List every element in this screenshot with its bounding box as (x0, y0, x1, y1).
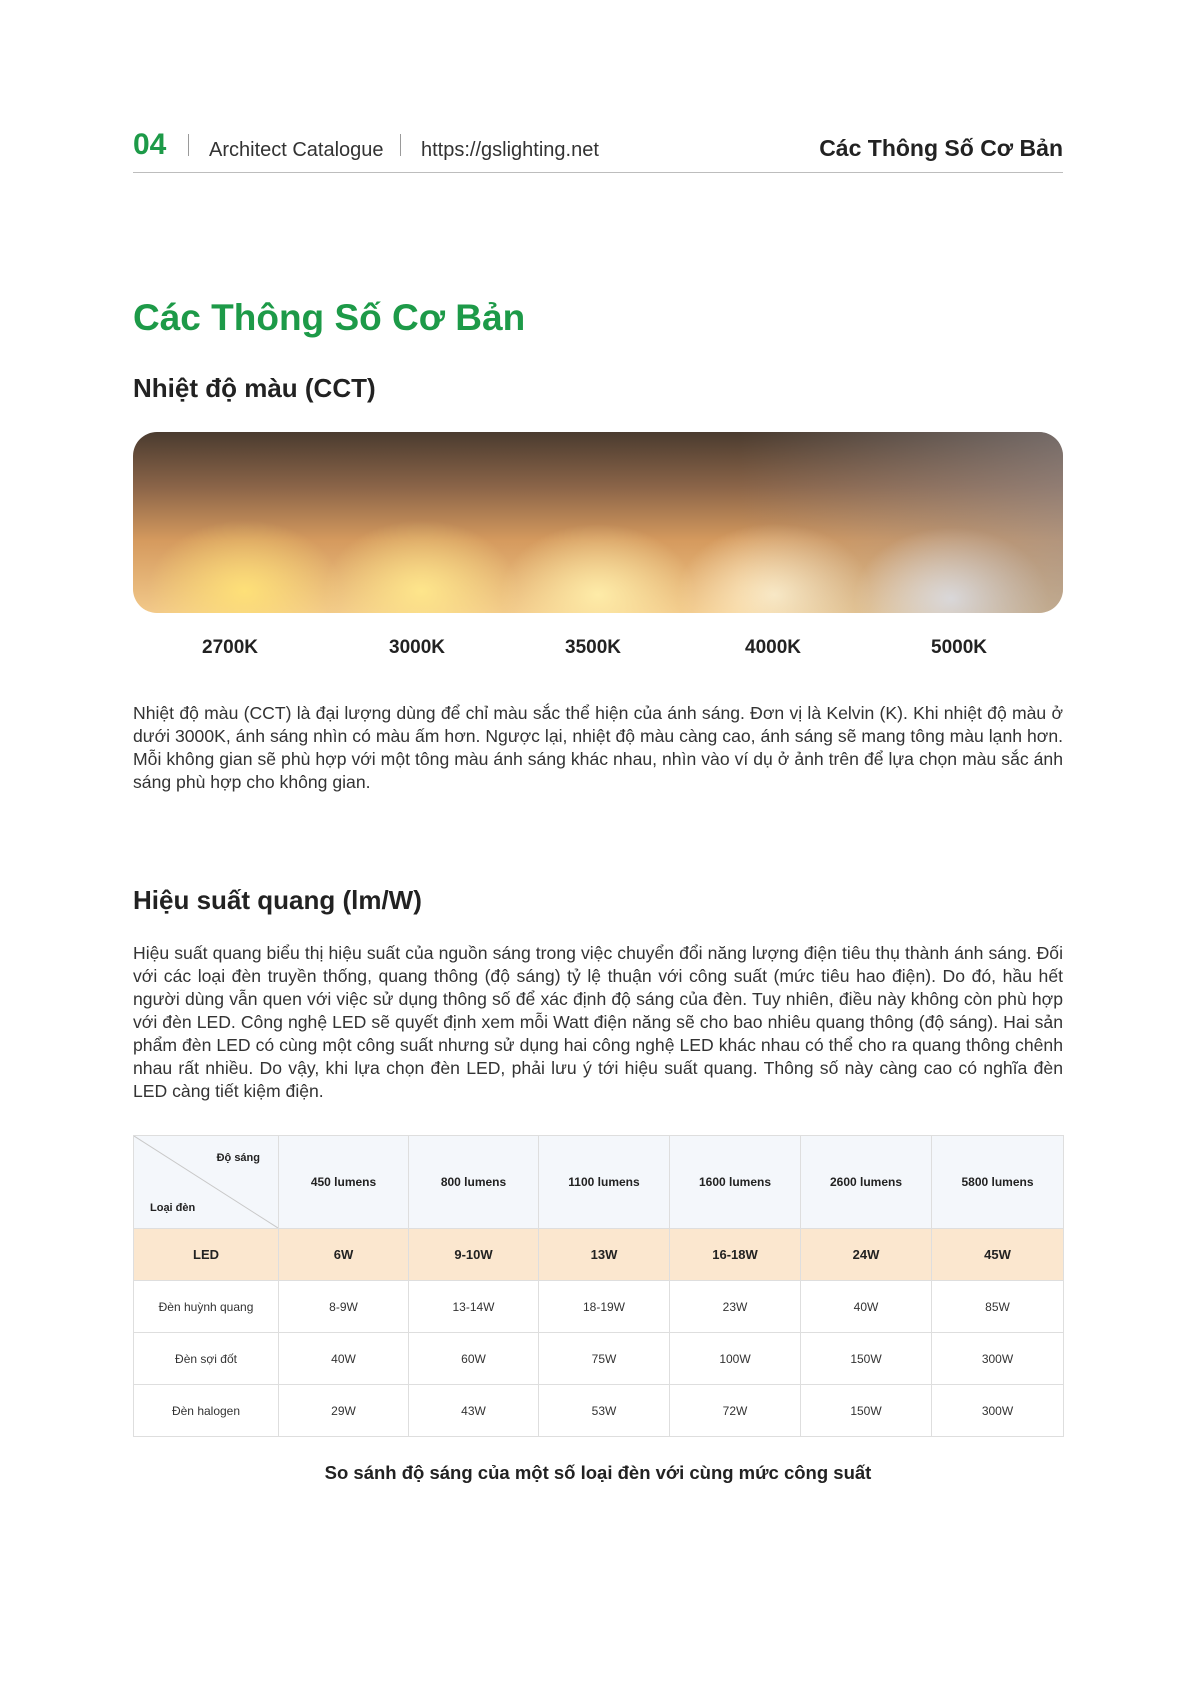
corner-label-lamp-type: Loại đèn (150, 1202, 196, 1214)
column-header: 1600 lumens (670, 1136, 801, 1229)
catalogue-name: Architect Catalogue (209, 139, 384, 161)
table-cell: 8-9W (279, 1281, 409, 1333)
table-cell: 150W (801, 1385, 932, 1437)
row-label: Đèn sợi đốt (134, 1333, 279, 1385)
efficiency-description: Hiệu suất quang biểu thị hiệu suất của nguồn sáng trong việc chuyển đổi năng lượng điện tiêu thụ thành ánh sáng. Đối với các loại đèn truyền thống, quang thông (độ sáng) tỷ lệ thuận với công suất (mức tiêu hao điện). Do đó, hầu hết người dùng vẫn quen với việc sử dụng thông số để xác định độ sáng của đèn. Tuy nhiên, điều này không còn phù hợp với đèn LED. Công nghệ LED sẽ quyết định xem mỗi Watt điện năng sẽ cho bao nhiêu quang thông (độ sáng). Hai sản phẩm đèn LED có cùng một công suất nhưng sử dụng hai công nghệ LED khác nhau có thể cho ra quang thông chênh nhau rất nhiều. Do vậy, khi lựa chọn đèn LED, phải lưu ý tới hiệu suất quang. Thông số này càng cao có nghĩa đèn LED càng tiết kiệm điện. (133, 943, 1063, 1101)
table-row-fluorescent (134, 1281, 1064, 1333)
table-cell: 13-14W (409, 1281, 539, 1333)
table-cell: 72W (670, 1385, 801, 1437)
table-cell: 6W (279, 1229, 409, 1281)
column-header: 2600 lumens (801, 1136, 932, 1229)
table-row-incandescent (134, 1333, 1064, 1385)
cct-labels (133, 636, 1063, 662)
table-caption: So sánh độ sáng của một số loại đèn với cùng mức công suất (324, 1462, 872, 1483)
table-header-row (134, 1136, 1064, 1229)
cct-label: 3000K (389, 637, 445, 658)
table-cell: 75W (539, 1333, 670, 1385)
column-header: 5800 lumens (932, 1136, 1064, 1229)
page-title: Các Thông Số Cơ Bản (133, 297, 526, 338)
table-cell: 150W (801, 1333, 932, 1385)
efficiency-heading: Hiệu suất quang (lm/W) (133, 885, 422, 915)
table-row-halogen (134, 1385, 1064, 1437)
table-cell: 24W (801, 1229, 932, 1281)
table-cell: 300W (932, 1385, 1064, 1437)
row-label: LED (134, 1229, 279, 1281)
table-corner-cell (134, 1136, 279, 1229)
table-cell: 60W (409, 1333, 539, 1385)
column-header: 1100 lumens (539, 1136, 670, 1229)
cool-tint-overlay (738, 432, 1064, 613)
column-header: 800 lumens (409, 1136, 539, 1229)
table-cell: 300W (932, 1333, 1064, 1385)
table-cell: 43W (409, 1385, 539, 1437)
cct-label: 2700K (202, 637, 258, 658)
table-cell: 53W (539, 1385, 670, 1437)
page-number: 04 (133, 128, 167, 161)
page-header (133, 128, 1063, 173)
cct-label: 5000K (931, 637, 987, 658)
row-label: Đèn huỳnh quang (134, 1281, 279, 1333)
table-cell: 18-19W (539, 1281, 670, 1333)
cct-description: Nhiệt độ màu (CCT) là đại lượng dùng để chỉ màu sắc thể hiện của ánh sáng. Đơn vị là Kelvin (K). Khi nhiệt độ màu ở dưới 3000K, ánh sáng nhìn có màu ấm hơn. Ngược lại, nhiệt độ màu càng cao, ánh sáng sẽ mang tông màu lạnh hơn. Mỗi không gian sẽ phù hợp với một tông màu ánh sáng khác nhau, nhìn vào ví dụ ở ảnh trên để lựa chọn màu sắc ánh sáng phù hợp cho không gian. (133, 703, 1063, 792)
cct-label: 3500K (565, 637, 621, 658)
table-cell: 16-18W (670, 1229, 801, 1281)
table-cell: 13W (539, 1229, 670, 1281)
table-cell: 100W (670, 1333, 801, 1385)
header-divider (188, 134, 189, 156)
column-header: 450 lumens (279, 1136, 409, 1229)
diagonal-line (134, 1136, 278, 1228)
cct-heading: Nhiệt độ màu (CCT) (133, 373, 376, 403)
table-row-led (134, 1229, 1064, 1281)
table-cell: 85W (932, 1281, 1064, 1333)
header-divider (400, 134, 401, 156)
color-temperature-image (133, 432, 1063, 613)
table-cell: 29W (279, 1385, 409, 1437)
cct-label: 4000K (745, 637, 801, 658)
table-cell: 23W (670, 1281, 801, 1333)
table-cell: 40W (279, 1333, 409, 1385)
brightness-comparison-table (133, 1135, 1064, 1437)
corner-label-brightness: Độ sáng (216, 1152, 260, 1164)
table-cell: 45W (932, 1229, 1064, 1281)
website-link[interactable]: https://gslighting.net (421, 139, 599, 161)
section-name: Các Thông Số Cơ Bản (819, 135, 1063, 161)
table-cell: 9-10W (409, 1229, 539, 1281)
table-cell: 40W (801, 1281, 932, 1333)
row-label: Đèn halogen (134, 1385, 279, 1437)
